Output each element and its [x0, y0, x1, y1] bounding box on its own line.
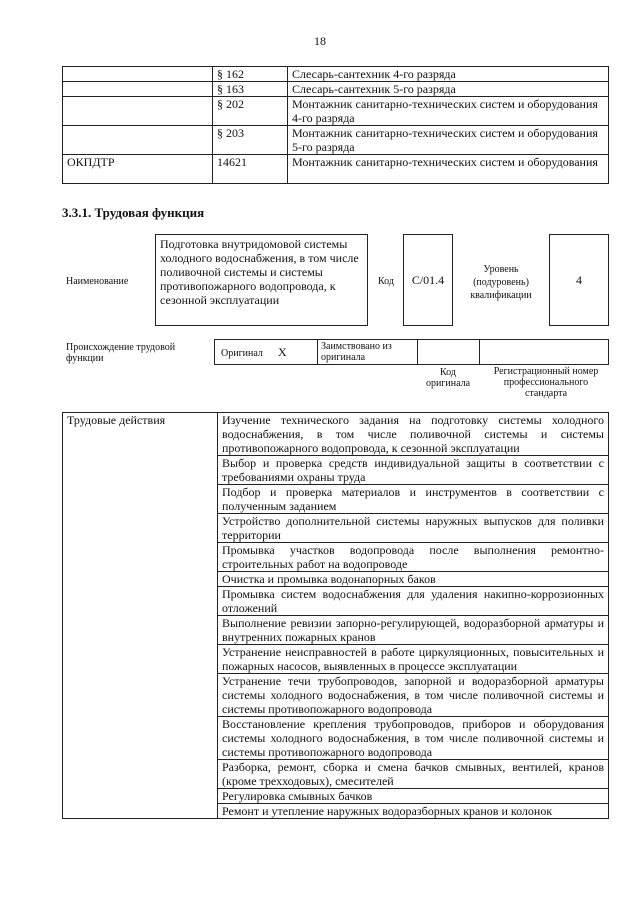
table-row [63, 126, 609, 155]
classifier-cell [63, 82, 213, 97]
labor-action-item: Восстановление крепления трубопроводов, приборов и оборудования системы холодного водоснабжения, в том числе поливочной системы и системы противопожарного водопровода [218, 717, 609, 760]
name-cell: Слесарь-сантехник 5-го разряда [288, 82, 609, 97]
labor-action-item: Устройство дополнительной системы наружных выпусков для поливки территории [218, 514, 609, 543]
codes-table [62, 66, 609, 184]
name-cell: Монтажник санитарно-технических систем и оборудования 4-го разряда [288, 97, 609, 126]
table-row [63, 155, 609, 184]
table-row [63, 97, 609, 126]
code-label: Код [378, 276, 394, 287]
level-value: 4 [576, 273, 582, 287]
code-cell: 14621 [213, 155, 288, 184]
labor-action-item: Устранение неисправностей в работе циркуляционных, повысительных и пожарных насосов, выявленных в процессе эксплуатации [218, 645, 609, 674]
classifier-cell: ОКПДТР [63, 155, 213, 184]
code-cell: § 163 [213, 82, 288, 97]
labor-action-item: Устранение течи трубопроводов, запорной и водоразборной арматуры системы холодного водоснабжения, в том числе поливочной системы и системы противопожарного водопровода [218, 674, 609, 717]
name-cell: Монтажник санитарно-технических систем и оборудования 5-го разряда [288, 126, 609, 155]
table-row [63, 67, 609, 82]
name-label: Наименование [66, 276, 129, 287]
origin-divider [479, 339, 480, 365]
labor-actions-label: Трудовые действия [63, 413, 218, 819]
function-code-box [403, 234, 453, 326]
code-cell: § 203 [213, 126, 288, 155]
name-cell: Монтажник санитарно-технических систем и оборудования [288, 155, 609, 184]
labor-action-item: Выполнение ревизии запорно-регулирующей, водоразборной арматуры и внутренних пожарных кранов [218, 616, 609, 645]
classifier-cell [63, 126, 213, 155]
function-name-box [155, 234, 368, 326]
level-label: Уровень (подуровень) квалификации [470, 264, 532, 301]
function-name: Подготовка внутридомовой системы холодного водоснабжения, в том числе поливочной системы и системы противопожарного водопровода, к сезонной эксплуатации [160, 237, 359, 307]
page-number: 18 [314, 34, 326, 48]
reg-number-caption: Регистрационный номер профессионального стандарта [493, 366, 599, 399]
original-label: Оригинал [221, 348, 263, 359]
labor-action-item: Регулировка смывных бачков [218, 789, 609, 804]
section-title: 3.3.1. Трудовая функция [62, 205, 205, 220]
code-cell: § 162 [213, 67, 288, 82]
labor-action-item: Промывка участков водопровода после выполнения ремонтно-строительных работ на водопроводе [218, 543, 609, 572]
classifier-cell [63, 97, 213, 126]
labor-action-item: Выбор и проверка средств индивидуальной защиты в соответствии с требованиями охраны труда [218, 456, 609, 485]
labor-action-item: Изучение технического задания на подготовку системы холодного водоснабжения, в том числе поливочной системы и системы противопожарного водопровода, к сезонной эксплуатации [218, 413, 609, 456]
origin-label: Происхождение трудовой функции [66, 342, 176, 364]
classifier-cell [63, 67, 213, 82]
level-value-box [549, 234, 609, 326]
origin-divider [317, 339, 318, 365]
table-row [63, 82, 609, 97]
original-mark: X [278, 345, 287, 359]
labor-action-item: Разборка, ремонт, сборка и смена бачков смывных, вентилей, кранов (кроме трехходовых), смесителей [218, 760, 609, 789]
code-cell: § 202 [213, 97, 288, 126]
name-cell: Слесарь-сантехник 4-го разряда [288, 67, 609, 82]
labor-actions-table [62, 412, 609, 819]
code-original-caption: Код оригинала [425, 367, 471, 389]
labor-action-item: Очистка и промывка водонапорных баков [218, 572, 609, 587]
table-row [63, 413, 609, 456]
function-code: С/01.4 [411, 273, 445, 287]
labor-action-item: Подбор и проверка материалов и инструментов в соответствии с полученным заданием [218, 485, 609, 514]
borrowed-label: Заимствовано из оригинала [321, 341, 392, 363]
labor-action-item: Промывка систем водоснабжения для удаления накипно-коррозионных отложений [218, 587, 609, 616]
labor-action-item: Ремонт и утепление наружных водоразборных кранов и колонок [218, 804, 609, 819]
origin-divider [417, 339, 418, 365]
